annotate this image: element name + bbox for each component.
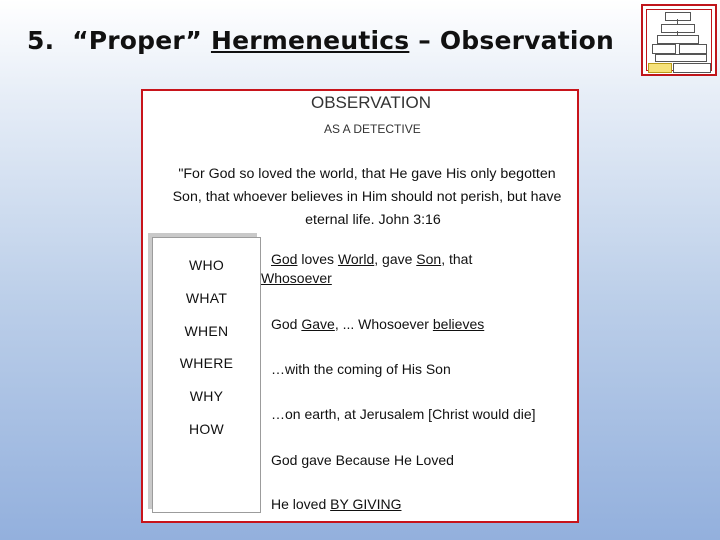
question-column bbox=[152, 237, 261, 513]
answer-text: loves bbox=[297, 251, 338, 267]
hermeneutics-diagram-thumbnail[interactable] bbox=[641, 4, 717, 76]
thumbnail-box bbox=[652, 44, 676, 54]
answer-when: …with the coming of His Son bbox=[271, 361, 451, 377]
answer-text: , gave bbox=[374, 251, 417, 267]
title-pre: “Proper” bbox=[72, 26, 211, 55]
slide-title bbox=[27, 26, 614, 55]
thumbnail-box bbox=[657, 35, 699, 44]
thumbnail-box bbox=[665, 12, 691, 21]
observation-panel bbox=[141, 89, 579, 523]
question-who: WHO bbox=[188, 257, 225, 273]
answer-who-line-1 bbox=[271, 251, 472, 267]
thumbnail-box bbox=[661, 24, 695, 33]
verse-line-1: "For God so loved the world, that He gave His only begotten bbox=[178, 166, 556, 182]
answer-word-god: God bbox=[271, 251, 298, 267]
question-why: WHY bbox=[189, 388, 224, 404]
answer-text: , ... Whosoever bbox=[334, 316, 433, 332]
thumbnail-box bbox=[679, 44, 707, 54]
answer-word-whosoever: Whosoever bbox=[261, 270, 332, 286]
answer-text: , that bbox=[441, 251, 473, 267]
observation-subtitle: AS A DETECTIVE bbox=[324, 122, 421, 136]
answer-text: God bbox=[271, 316, 302, 332]
title-underlined: Hermeneutics bbox=[210, 26, 410, 55]
verse-text bbox=[155, 163, 579, 232]
answer-word-world: World bbox=[337, 251, 375, 267]
question-how: HOW bbox=[188, 421, 225, 437]
answer-word-son: Son bbox=[416, 251, 442, 267]
observation-title: OBSERVATION bbox=[311, 93, 431, 112]
answer-who-line-2 bbox=[261, 270, 332, 286]
answer-word-believes: believes bbox=[432, 316, 485, 332]
question-where: WHERE bbox=[179, 355, 234, 371]
thumbnail-box bbox=[655, 54, 707, 62]
verse-line-2: Son, that whoever believes in Him should not perish, but have bbox=[172, 189, 562, 205]
slide-number: 5. bbox=[27, 26, 55, 55]
title-post: – Observation bbox=[409, 26, 615, 55]
question-when: WHEN bbox=[184, 323, 229, 339]
answer-what bbox=[271, 316, 484, 332]
question-what: WHAT bbox=[185, 290, 228, 306]
verse-line-3: eternal life. John 3:16 bbox=[305, 212, 441, 228]
answer-word-by-giving: BY GIVING bbox=[330, 496, 402, 512]
answer-how bbox=[271, 496, 401, 512]
answer-word-gave: Gave bbox=[301, 316, 335, 332]
thumbnail-box bbox=[673, 63, 711, 73]
answer-why: God gave Because He Loved bbox=[271, 452, 454, 468]
answer-where: …on earth, at Jerusalem [Christ would die] bbox=[271, 406, 536, 422]
answer-text: He loved bbox=[271, 496, 331, 512]
thumbnail-highlight-box bbox=[648, 63, 672, 73]
